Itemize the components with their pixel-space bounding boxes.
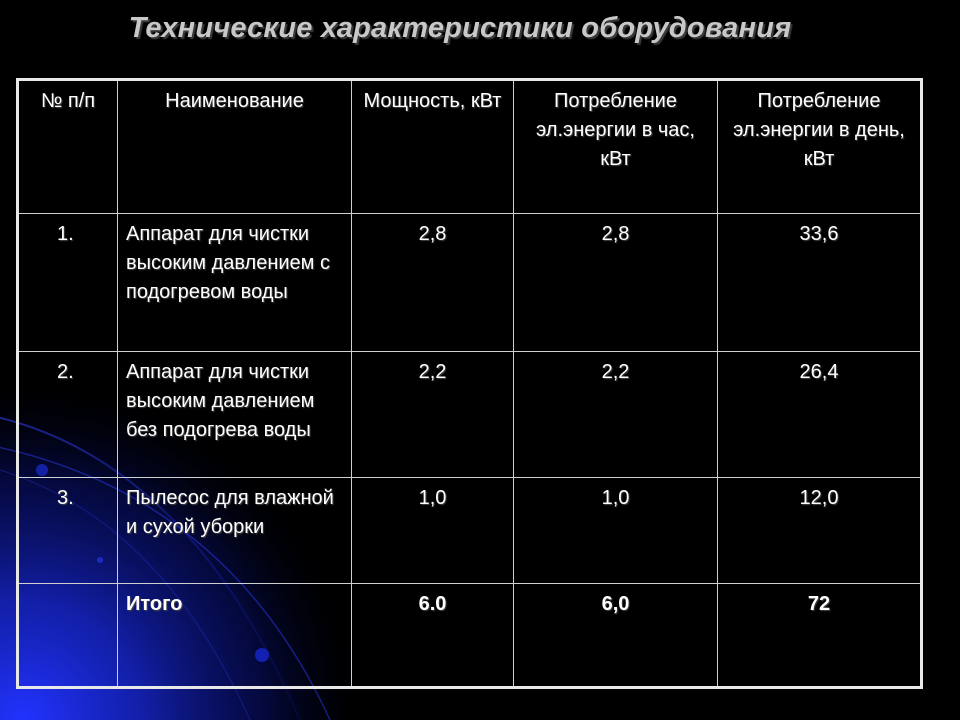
table-header-row bbox=[18, 80, 922, 214]
row-power: 2,8 bbox=[352, 214, 514, 352]
table-row bbox=[18, 478, 922, 584]
header-name: Наименование bbox=[118, 80, 352, 214]
row-number: 2. bbox=[18, 352, 118, 478]
row-number: 3. bbox=[18, 478, 118, 584]
row-name: Аппарат для чистки высоким давлением без подогрева воды bbox=[118, 352, 352, 478]
total-consumption-hour: 6,0 bbox=[514, 584, 718, 688]
equipment-table-wrapper bbox=[16, 78, 923, 689]
row-consumption-day: 33,6 bbox=[718, 214, 922, 352]
slide-title: Технические характеристики оборудования bbox=[128, 12, 792, 44]
total-power: 6.0 bbox=[352, 584, 514, 688]
header-number: № п/п bbox=[18, 80, 118, 214]
header-power: Мощность, кВт bbox=[352, 80, 514, 214]
table-row bbox=[18, 352, 922, 478]
row-power: 1,0 bbox=[352, 478, 514, 584]
row-consumption-day: 12,0 bbox=[718, 478, 922, 584]
total-label: Итого bbox=[118, 584, 352, 688]
total-consumption-day: 72 bbox=[718, 584, 922, 688]
table-row bbox=[18, 214, 922, 352]
header-consumption-hour: Потребление эл.энергии в час, кВт bbox=[514, 80, 718, 214]
row-consumption-hour: 2,2 bbox=[514, 352, 718, 478]
row-consumption-hour: 2,8 bbox=[514, 214, 718, 352]
row-name: Аппарат для чистки высоким давлением с подогревом воды bbox=[118, 214, 352, 352]
table-total-row bbox=[18, 584, 922, 688]
row-consumption-hour: 1,0 bbox=[514, 478, 718, 584]
header-consumption-day: Потребление эл.энергии в день, кВт bbox=[718, 80, 922, 214]
equipment-specs-table bbox=[16, 78, 923, 689]
total-number bbox=[18, 584, 118, 688]
row-number: 1. bbox=[18, 214, 118, 352]
row-power: 2,2 bbox=[352, 352, 514, 478]
row-consumption-day: 26,4 bbox=[718, 352, 922, 478]
row-name: Пылесос для влажной и сухой уборки bbox=[118, 478, 352, 584]
